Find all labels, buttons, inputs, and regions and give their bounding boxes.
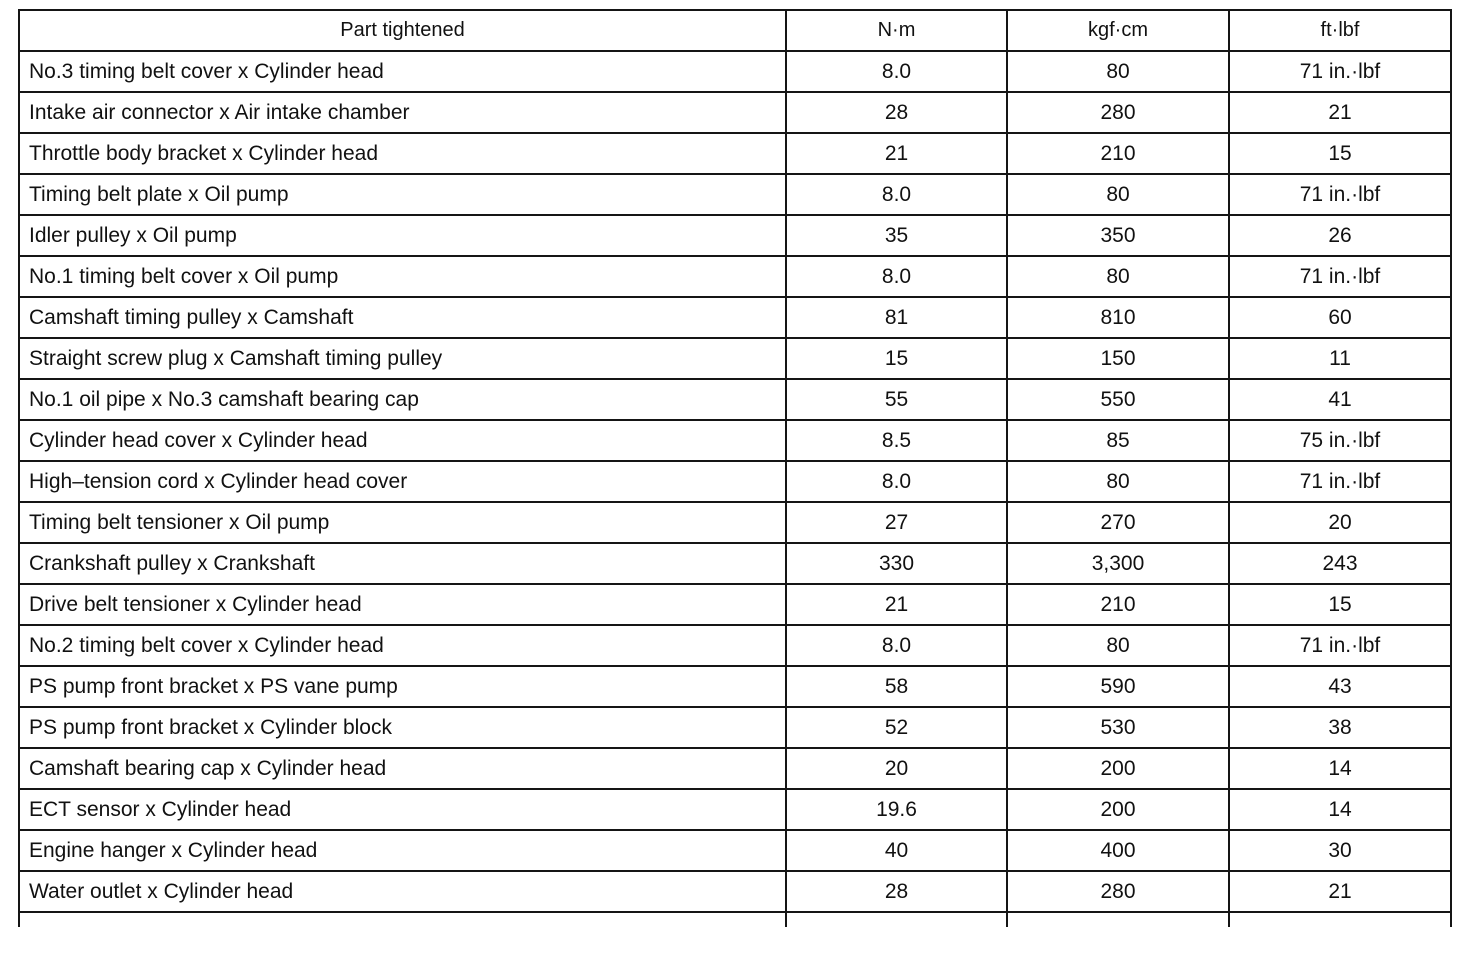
cell-part: Intake air connector x Air intake chamber	[19, 92, 786, 133]
cell-ft-lbf: 21	[1229, 92, 1451, 133]
cell-kgf-cm: 590	[1007, 666, 1229, 707]
cell-ft-lbf: 26	[1229, 215, 1451, 256]
cell-ft-lbf: 14	[1229, 789, 1451, 830]
cell-part: Timing belt plate x Oil pump	[19, 174, 786, 215]
cell-part: No.2 timing belt cover x Cylinder head	[19, 625, 786, 666]
table-row	[19, 666, 1451, 707]
cell-ft-lbf: 71 in.·lbf	[1229, 256, 1451, 297]
table-row-cut-off	[19, 912, 1451, 927]
cell-kgf-cm: 80	[1007, 256, 1229, 297]
cell-nm: 8.0	[786, 625, 1007, 666]
cell-empty	[1007, 912, 1229, 927]
cell-ft-lbf: 15	[1229, 584, 1451, 625]
cell-nm: 40	[786, 830, 1007, 871]
cell-part: PS pump front bracket x PS vane pump	[19, 666, 786, 707]
cell-part: No.1 oil pipe x No.3 camshaft bearing cap	[19, 379, 786, 420]
cell-kgf-cm: 210	[1007, 133, 1229, 174]
table-row	[19, 215, 1451, 256]
cell-nm: 330	[786, 543, 1007, 584]
cell-kgf-cm: 400	[1007, 830, 1229, 871]
cell-nm: 52	[786, 707, 1007, 748]
torque-spec-sheet	[18, 9, 1450, 927]
table-header-row	[19, 10, 1451, 51]
cell-ft-lbf: 38	[1229, 707, 1451, 748]
table-row	[19, 543, 1451, 584]
cell-empty	[786, 912, 1007, 927]
cell-nm: 81	[786, 297, 1007, 338]
cell-ft-lbf: 11	[1229, 338, 1451, 379]
cell-nm: 55	[786, 379, 1007, 420]
cell-nm: 21	[786, 584, 1007, 625]
cell-ft-lbf: 75 in.·lbf	[1229, 420, 1451, 461]
table-row	[19, 461, 1451, 502]
cell-ft-lbf: 21	[1229, 871, 1451, 912]
cell-kgf-cm: 150	[1007, 338, 1229, 379]
cell-part: No.3 timing belt cover x Cylinder head	[19, 51, 786, 92]
cell-part: Camshaft bearing cap x Cylinder head	[19, 748, 786, 789]
cell-part: Crankshaft pulley x Crankshaft	[19, 543, 786, 584]
cell-empty	[1229, 912, 1451, 927]
table-body	[19, 51, 1451, 927]
header-nm: N·m	[786, 10, 1007, 51]
cell-nm: 8.0	[786, 174, 1007, 215]
cell-nm: 28	[786, 92, 1007, 133]
table-row	[19, 830, 1451, 871]
cell-part: High–tension cord x Cylinder head cover	[19, 461, 786, 502]
cell-nm: 8.0	[786, 256, 1007, 297]
cell-kgf-cm: 530	[1007, 707, 1229, 748]
cell-nm: 35	[786, 215, 1007, 256]
cell-nm: 27	[786, 502, 1007, 543]
cell-part: ECT sensor x Cylinder head	[19, 789, 786, 830]
cell-kgf-cm: 200	[1007, 748, 1229, 789]
cell-empty	[19, 912, 786, 927]
cell-part: Camshaft timing pulley x Camshaft	[19, 297, 786, 338]
cell-part: Water outlet x Cylinder head	[19, 871, 786, 912]
cell-nm: 19.6	[786, 789, 1007, 830]
cell-part: Timing belt tensioner x Oil pump	[19, 502, 786, 543]
header-kgf-cm: kgf·cm	[1007, 10, 1229, 51]
table-row	[19, 748, 1451, 789]
table-row	[19, 51, 1451, 92]
cell-kgf-cm: 80	[1007, 174, 1229, 215]
cell-kgf-cm: 210	[1007, 584, 1229, 625]
cell-kgf-cm: 280	[1007, 92, 1229, 133]
table-row	[19, 338, 1451, 379]
cell-part: Engine hanger x Cylinder head	[19, 830, 786, 871]
cell-kgf-cm: 280	[1007, 871, 1229, 912]
cell-part: Drive belt tensioner x Cylinder head	[19, 584, 786, 625]
table-row	[19, 297, 1451, 338]
header-part-tightened: Part tightened	[19, 10, 786, 51]
table-row	[19, 871, 1451, 912]
cell-ft-lbf: 71 in.·lbf	[1229, 461, 1451, 502]
table-row	[19, 584, 1451, 625]
cell-nm: 15	[786, 338, 1007, 379]
cell-kgf-cm: 85	[1007, 420, 1229, 461]
cell-ft-lbf: 15	[1229, 133, 1451, 174]
table-row	[19, 92, 1451, 133]
torque-spec-table	[18, 9, 1452, 927]
cell-kgf-cm: 80	[1007, 625, 1229, 666]
cell-part: Throttle body bracket x Cylinder head	[19, 133, 786, 174]
cell-kgf-cm: 80	[1007, 51, 1229, 92]
table-row	[19, 420, 1451, 461]
cell-part: Cylinder head cover x Cylinder head	[19, 420, 786, 461]
header-ft-lbf: ft·lbf	[1229, 10, 1451, 51]
cell-nm: 8.0	[786, 51, 1007, 92]
cell-ft-lbf: 60	[1229, 297, 1451, 338]
cell-ft-lbf: 14	[1229, 748, 1451, 789]
table-row	[19, 174, 1451, 215]
table-row	[19, 625, 1451, 666]
cell-kgf-cm: 80	[1007, 461, 1229, 502]
cell-kgf-cm: 270	[1007, 502, 1229, 543]
cell-part: Straight screw plug x Camshaft timing pulley	[19, 338, 786, 379]
cell-kgf-cm: 550	[1007, 379, 1229, 420]
table-row	[19, 502, 1451, 543]
cell-nm: 8.0	[786, 461, 1007, 502]
table-row	[19, 789, 1451, 830]
cell-kgf-cm: 3,300	[1007, 543, 1229, 584]
cell-ft-lbf: 43	[1229, 666, 1451, 707]
cell-kgf-cm: 810	[1007, 297, 1229, 338]
table-row	[19, 707, 1451, 748]
table-row	[19, 133, 1451, 174]
cell-ft-lbf: 243	[1229, 543, 1451, 584]
cell-ft-lbf: 71 in.·lbf	[1229, 51, 1451, 92]
cell-nm: 20	[786, 748, 1007, 789]
cell-nm: 58	[786, 666, 1007, 707]
cell-nm: 21	[786, 133, 1007, 174]
cell-ft-lbf: 20	[1229, 502, 1451, 543]
cell-ft-lbf: 71 in.·lbf	[1229, 174, 1451, 215]
cell-nm: 8.5	[786, 420, 1007, 461]
cell-part: PS pump front bracket x Cylinder block	[19, 707, 786, 748]
cell-kgf-cm: 350	[1007, 215, 1229, 256]
cell-kgf-cm: 200	[1007, 789, 1229, 830]
cell-ft-lbf: 71 in.·lbf	[1229, 625, 1451, 666]
cell-part: Idler pulley x Oil pump	[19, 215, 786, 256]
cell-nm: 28	[786, 871, 1007, 912]
cell-ft-lbf: 30	[1229, 830, 1451, 871]
cell-part: No.1 timing belt cover x Oil pump	[19, 256, 786, 297]
cell-ft-lbf: 41	[1229, 379, 1451, 420]
table-row	[19, 379, 1451, 420]
table-row	[19, 256, 1451, 297]
